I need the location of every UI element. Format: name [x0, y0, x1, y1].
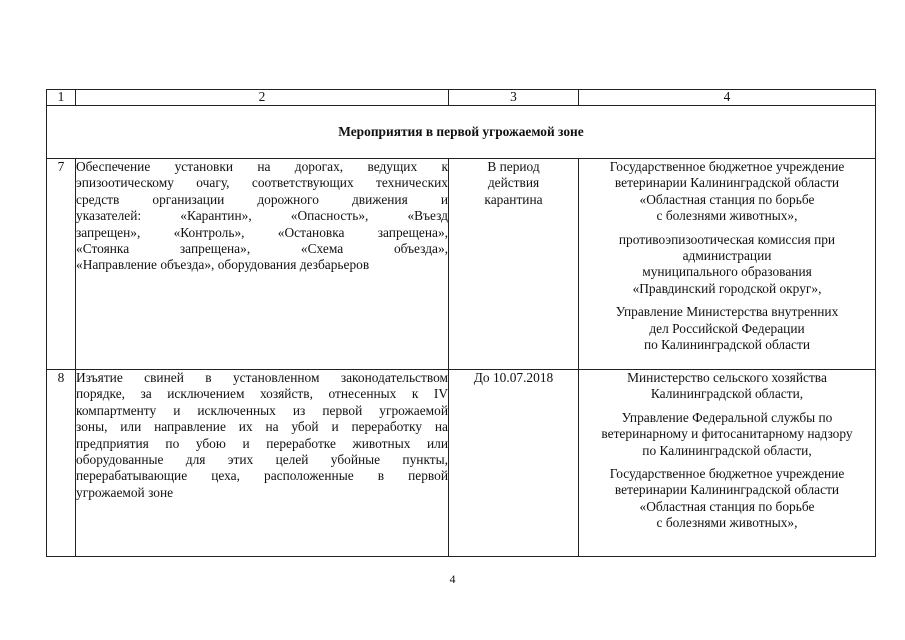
measure-responsible [579, 370, 876, 557]
description-line: «Стоянка запрещена», «Схема объезда», [76, 241, 448, 257]
row-number: 7 [47, 159, 76, 370]
section-row [47, 106, 876, 159]
responsible-line: муниципального образования [642, 264, 812, 280]
header-cell-3: 3 [449, 90, 579, 106]
term-line: действия [487, 175, 540, 191]
description-line: оборудованные для этих целей убойные пункты, [76, 452, 448, 468]
description-line: зоны, или направление их на убой и переработку на [76, 419, 448, 435]
responsible-line: ветеринарии Калининградской области [614, 482, 840, 498]
measure-description [76, 370, 449, 557]
responsible-line: Управление Федеральной службы по [621, 409, 833, 425]
description-line: запрещен», «Контроль», «Остановка запрещена», [76, 224, 448, 240]
page-number: 4 [449, 572, 456, 586]
responsible-entity [579, 304, 875, 353]
responsible-line: Управление Министерства внутренних [615, 304, 839, 320]
responsible-line: ветеринарии Калининградской области [614, 175, 840, 191]
term-line: В период [487, 159, 540, 174]
header-row [47, 90, 876, 106]
measure-term [449, 159, 579, 370]
responsible-line: по Калининградской области [643, 337, 811, 353]
responsible-line: дел Российской Федерации [649, 320, 805, 336]
responsible-line: ветеринарному и фитосанитарному надзору [601, 426, 853, 442]
responsible-entity [579, 370, 875, 403]
responsible-entity [579, 232, 875, 298]
description-line: эпизоотическому очагу, соответствующих технических [76, 175, 448, 191]
responsible-line: Калининградской области, [650, 386, 804, 402]
description-line: Изъятие свиней в установленном законодательством [76, 370, 448, 385]
description-line: «Направление объезда», оборудования дезбарьеров [76, 257, 370, 273]
responsible-line: с болезнями животных», [656, 208, 798, 224]
measure-description [76, 159, 449, 370]
responsible-line: Государственное бюджетное учреждение [609, 159, 845, 174]
responsible-entity [579, 159, 875, 225]
header-cell-4: 4 [579, 90, 876, 106]
description-line: указателей: «Карантин», «Опасность», «Въезд [76, 208, 448, 224]
description-line: порядке, за исключением хозяйств, отнесенных к IV [76, 386, 448, 402]
responsible-line: «Областная станция по борьбе [639, 498, 815, 514]
measure-responsible [579, 159, 876, 370]
responsible-line: «Областная станция по борьбе [639, 191, 815, 207]
measures-table [46, 89, 876, 557]
responsible-line: Министерство сельского хозяйства [627, 370, 827, 385]
description-line: компартменту и исключенных из первой угрожаемой [76, 402, 448, 418]
responsible-line: по Калининградской области, [642, 442, 812, 458]
section-title: Мероприятия в первой угрожаемой зоне [47, 106, 876, 159]
responsible-line: Государственное бюджетное учреждение [609, 466, 845, 482]
description-line: предприятия по убою и переработке животных или [76, 435, 448, 451]
responsible-entity [579, 466, 875, 532]
term-line: карантина [484, 191, 543, 207]
responsible-entity [579, 410, 875, 459]
description-line: перерабатывающие цеха, расположенные в первой [76, 468, 448, 484]
responsible-line: противоэпизоотическая комиссия при [618, 231, 836, 247]
table-row [47, 159, 876, 370]
description-line: угрожаемой зоне [76, 484, 174, 500]
header-cell-1: 1 [47, 90, 76, 106]
table-row [47, 370, 876, 557]
responsible-line: администрации [682, 248, 772, 264]
row-number: 8 [47, 370, 76, 557]
responsible-line: с болезнями животных», [656, 515, 798, 531]
measure-term [449, 370, 579, 557]
header-cell-2: 2 [76, 90, 449, 106]
responsible-line: «Правдинский городской округ», [632, 280, 822, 296]
description-line: средств организации дорожного движения и [76, 191, 448, 207]
description-line: Обеспечение установки на дорогах, ведущих к [76, 159, 448, 174]
term-line: До 10.07.2018 [473, 370, 554, 385]
